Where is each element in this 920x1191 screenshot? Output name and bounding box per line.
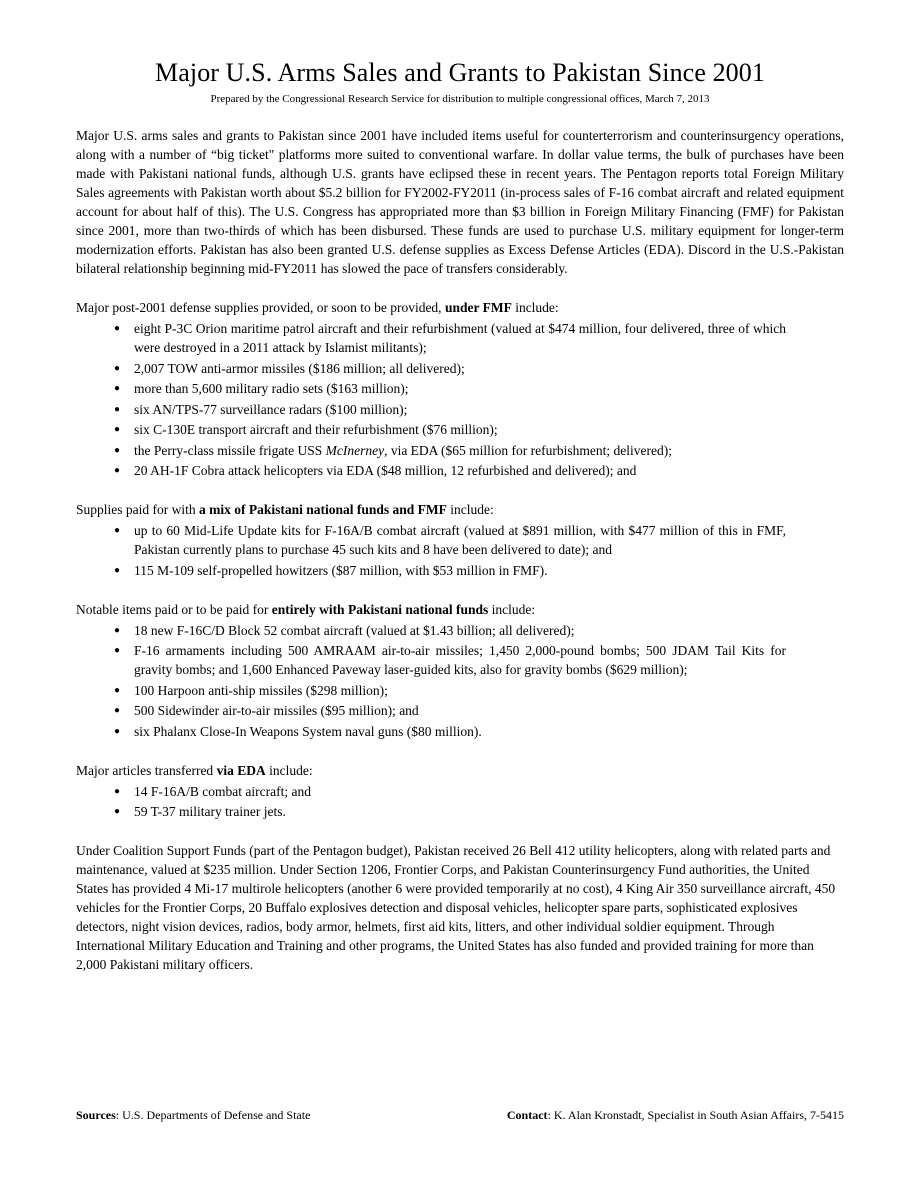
bullet-icon: ● bbox=[114, 403, 121, 415]
mix-section bbox=[76, 500, 844, 580]
list-item: ● eight P-3C Orion maritime patrol aircraft and their refurbishment (valued at $474 million, four delivered, three of which were destroyed in a 2011 attack by Islamist militants); bbox=[114, 321, 786, 355]
fmf-section bbox=[76, 298, 844, 480]
list-item: ● 20 AH-1F Cobra attack helicopters via EDA ($48 million, 12 refurbished and delivered); and bbox=[114, 463, 637, 478]
list-item: ● 500 Sidewinder air-to-air missiles ($95 million); and bbox=[114, 703, 419, 718]
bullet-icon: ● bbox=[114, 444, 121, 456]
eda-lead: Major articles transferred via EDA include: bbox=[76, 762, 313, 778]
document-footer bbox=[76, 1108, 844, 1123]
list-item: ● 100 Harpoon anti-ship missiles ($298 million); bbox=[114, 682, 388, 698]
bullet-icon: ● bbox=[114, 383, 121, 394]
contact-note: Contact: K. Alan Kronstadt, Specialist in South Asian Affairs, 7-5415 bbox=[506, 1108, 844, 1122]
list-item: ● up to 60 Mid-Life Update kits for F-16A/B combat aircraft (valued at $891 million, with $477 million of this in FMF, Pakistan currently plans to purchase 45 such kits and 8 have been delivered to date); and bbox=[114, 523, 786, 557]
eda-list bbox=[76, 782, 844, 822]
list-item: ● six AN/TPS-77 surveillance radars ($100 million); bbox=[114, 401, 408, 417]
list-item: ● the Perry-class missile frigate USS McInerney, via EDA ($65 million for refurbishment; delivered); bbox=[114, 442, 672, 458]
sources-note: Sources: U.S. Departments of Defense and State bbox=[76, 1108, 311, 1122]
list-item: ● more than 5,600 military radio sets ($163 million); bbox=[114, 381, 409, 396]
eda-section bbox=[76, 761, 844, 822]
bullet-icon: ● bbox=[114, 323, 121, 334]
list-item: ● six Phalanx Close-In Weapons System naval guns ($80 million). bbox=[114, 723, 482, 739]
bullet-icon: ● bbox=[114, 465, 121, 476]
list-item: ● 115 M-109 self-propelled howitzers ($87 million, with $53 million in FMF). bbox=[114, 562, 548, 578]
fmf-list bbox=[76, 319, 844, 480]
document-title: Major U.S. Arms Sales and Grants to Pakistan Since 2001 bbox=[155, 58, 765, 87]
bullet-icon: ● bbox=[114, 806, 121, 817]
fmf-lead: Major post-2001 defense supplies provided, or soon to be provided, under FMF include: bbox=[76, 300, 559, 315]
list-item: ● 59 T-37 military trainer jets. bbox=[114, 804, 286, 819]
closing-paragraph: Under Coalition Support Funds (part of the Pentagon budget), Pakistan received 26 Bell 412 utility helicopters, along with related parts and maintenance, valued at $235 million. Under Section 1206, Frontier Corps, and Pakistan Counterinsurgency Fund authorities, the United States has provided 4 Mi-17 multirole helicopters (another 6 were provided temporarily at no cost), 4 King Air 350 surveillance aircraft, 450 vehicles for the Frontier Corps, 20 Buffalo explosives detection and disposal vehicles, helicopter spare parts, sophisticated explosives detectors, night vision devices, radios, body armor, helmets, first aid kits, litters, and other individual soldier equipment. Through International Military Education and Training and other programs, the United States has also funded and provided training for more than 2,000 Pakistani military officers. bbox=[76, 843, 836, 972]
national-funds-list bbox=[76, 621, 844, 741]
mix-list bbox=[76, 521, 844, 580]
list-item: ● 18 new F-16C/D Block 52 combat aircraft (valued at $1.43 billion; all delivered); bbox=[114, 622, 575, 638]
bullet-icon: ● bbox=[114, 684, 121, 696]
mix-lead: Supplies paid for with a mix of Pakistani national funds and FMF include: bbox=[76, 502, 494, 517]
list-item: ● 14 F-16A/B combat aircraft; and bbox=[114, 783, 311, 799]
bullet-icon: ● bbox=[114, 624, 121, 636]
bullet-icon: ● bbox=[114, 785, 121, 797]
document-subtitle: Prepared by the Congressional Research Service for distribution to multiple congressional offices, March 7, 2013 bbox=[210, 93, 710, 105]
national-funds-section bbox=[76, 600, 844, 741]
document-page bbox=[76, 58, 844, 974]
bullet-icon: ● bbox=[114, 362, 121, 374]
bullet-icon: ● bbox=[114, 424, 121, 435]
intro-paragraph: Major U.S. arms sales and grants to Pakistan since 2001 have included items useful for counterterrorism and counterinsurgency operations, along with a number of “big ticket" platforms more suited to conventional warfare. In dollar value terms, the bulk of purchases have been made with Pakistani national funds, although U.S. grants have eclipsed these in recent years. The Pentagon reports total Foreign Military Sales agreements with Pakistan worth about $5.2 billion for FY2002-FY2011 (in-process sales of F-16 combat aircraft and related equipment account for about half of this). The U.S. Congress has appropriated more than $3 billion in Foreign Military Financing (FMF) for Pakistan since 2001, more than two-thirds of which has been disbursed. These funds are used to purchase U.S. military equipment for longer-term modernization efforts. Pakistan has also been granted U.S. defense supplies as Excess Defense Articles (EDA). Discord in the U.S.-Pakistan bilateral relationship beginning mid-FY2011 has slowed the pace of transfers considerably. bbox=[76, 128, 844, 276]
national-funds-lead: Notable items paid or to be paid for entirely with Pakistani national funds include: bbox=[76, 601, 536, 617]
list-item: ● six C-130E transport aircraft and their refurbishment ($76 million); bbox=[114, 422, 498, 437]
bullet-icon: ● bbox=[114, 525, 121, 536]
bullet-icon: ● bbox=[114, 645, 121, 656]
list-item: ● 2,007 TOW anti-armor missiles ($186 million; all delivered); bbox=[114, 360, 465, 376]
bullet-icon: ● bbox=[114, 705, 121, 716]
bullet-icon: ● bbox=[114, 564, 121, 576]
bullet-icon: ● bbox=[114, 725, 121, 737]
list-item: ● F-16 armaments including 500 AMRAAM air-to-air missiles; 1,450 2,000-pound bombs; 500 JDAM Tail Kits for gravity bombs; and 1,600 Enhanced Paveway laser-guided kits, also for gravity bombs ($629 million); bbox=[114, 643, 786, 677]
